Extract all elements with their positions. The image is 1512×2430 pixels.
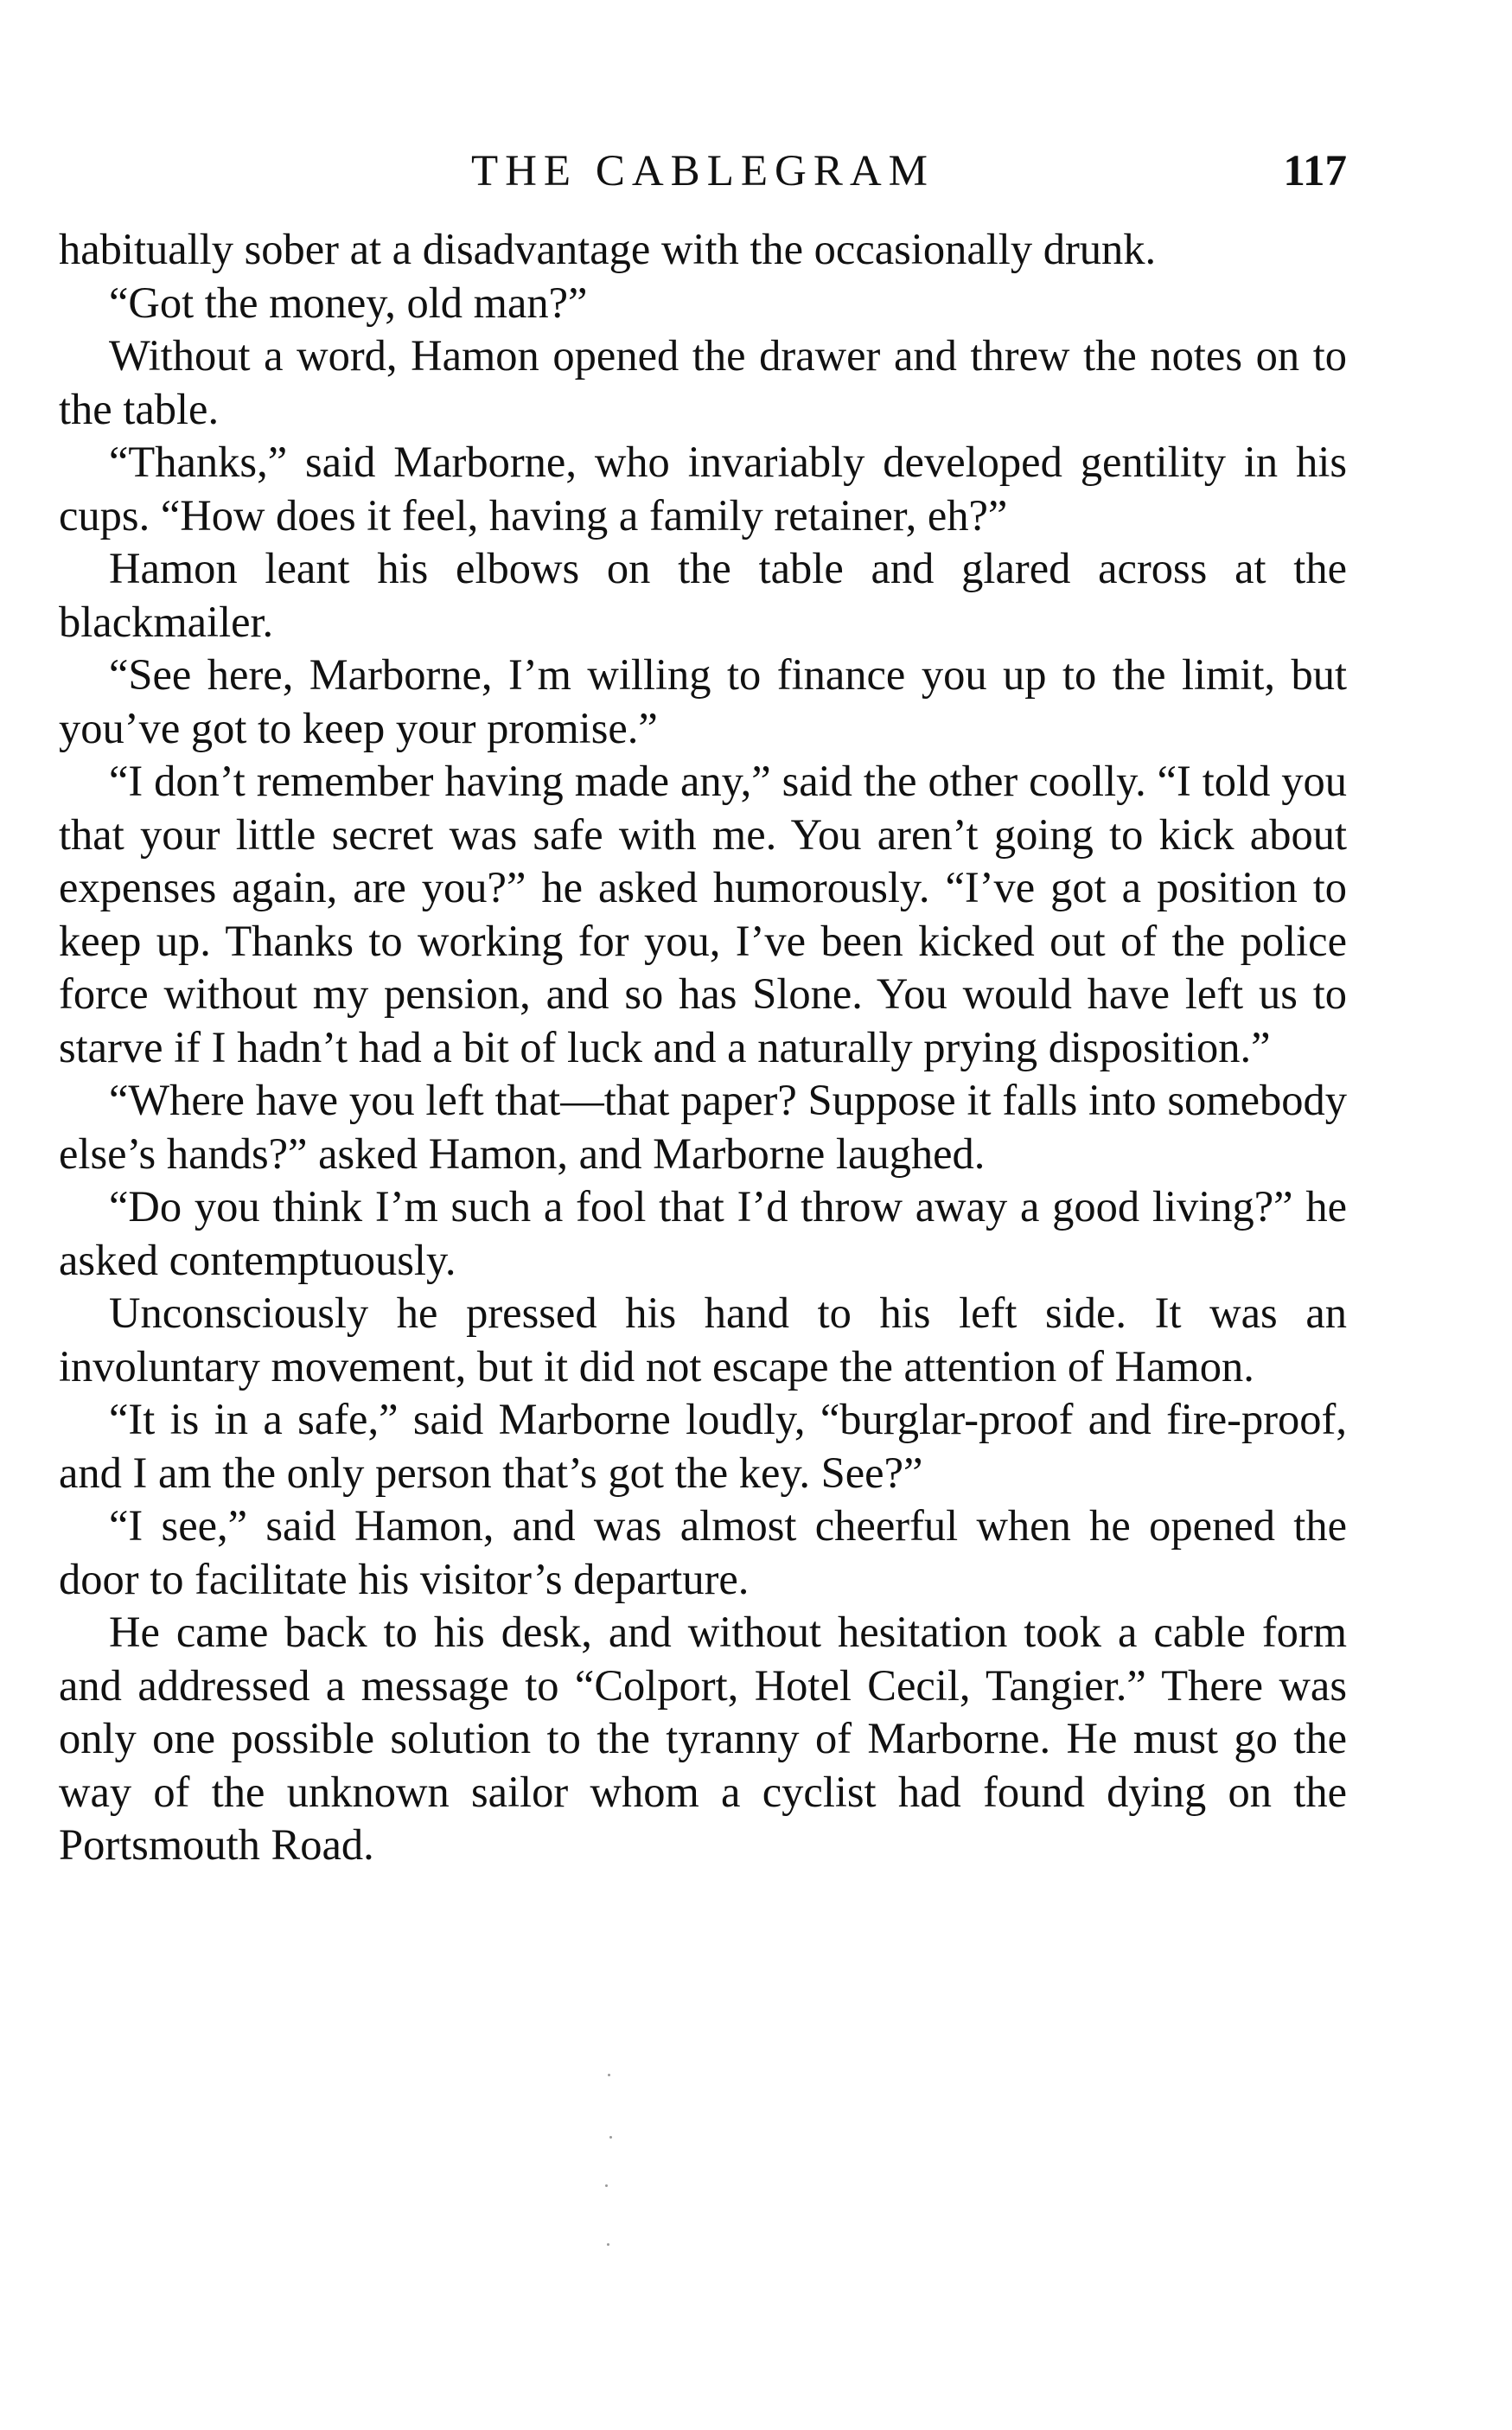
paper-speck: [609, 2136, 612, 2139]
paragraph: “I see,” said Hamon, and was almost cheerful when he opened the door to facilitate his visitor’s departure.: [59, 1501, 1347, 1603]
paper-speck: [605, 2184, 608, 2187]
paragraph: Hamon leant his elbows on the table and glared across at the blackmailer.: [59, 544, 1347, 646]
paragraph: “Where have you left that—that paper? Suppose it falls into somebody else’s hands?” asked Hamon, and Marborne laughed.: [59, 1076, 1347, 1178]
body-text: [59, 223, 1347, 1872]
paragraph: “I don’t remember having made any,” said the other coolly. “I told you that your little secret was safe with me. You aren’t going to kick about expenses again, are you?” he asked humorously. “I’ve got a position to keep up. Thanks to working for you, I’ve been kicked out of the police force without my pension, and so has Slone. You would have left us to starve if I hadn’t had a bit of luck and a naturally prying disposition.”: [59, 757, 1347, 1071]
paragraph: “It is in a safe,” said Marborne loudly, “burglar-proof and fire-proof, and I am the only person that’s got the key. See?”: [59, 1395, 1347, 1497]
paper-speck: [607, 2243, 609, 2246]
running-head: [59, 145, 1347, 197]
paragraph: “See here, Marborne, I’m willing to finance you up to the limit, but you’ve got to keep your promise.”: [59, 650, 1347, 752]
paragraph: He came back to his desk, and without hesitation took a cable form and addressed a message to “Colport, Hotel Cecil, Tangier.” There was only one possible solution to the tyranny of Marborne. He must go the way of the unknown sailor whom a cyclist had found dying on the Portsmouth Road.: [59, 1608, 1347, 1869]
paper-speck: [608, 2074, 610, 2076]
running-title: THE CABLEGRAM: [470, 147, 935, 195]
paragraph: “Got the money, old man?”: [109, 278, 588, 327]
paragraph-continued: habitually sober at a disadvantage with the occasionally drunk.: [59, 225, 1157, 273]
page-number: 117: [1283, 147, 1347, 195]
paragraph: “Thanks,” said Marborne, who invariably developed gentility in his cups. “How does it feel, having a family retainer, eh?”: [59, 438, 1347, 540]
paragraph: “Do you think I’m such a fool that I’d throw away a good living?” he asked contemptuously.: [59, 1182, 1347, 1284]
paragraph: Without a word, Hamon opened the drawer and threw the notes on to the table.: [59, 331, 1347, 433]
paragraph: Unconsciously he pressed his hand to his left side. It was an involuntary movement, but it did not escape the attention of Hamon.: [59, 1289, 1347, 1391]
